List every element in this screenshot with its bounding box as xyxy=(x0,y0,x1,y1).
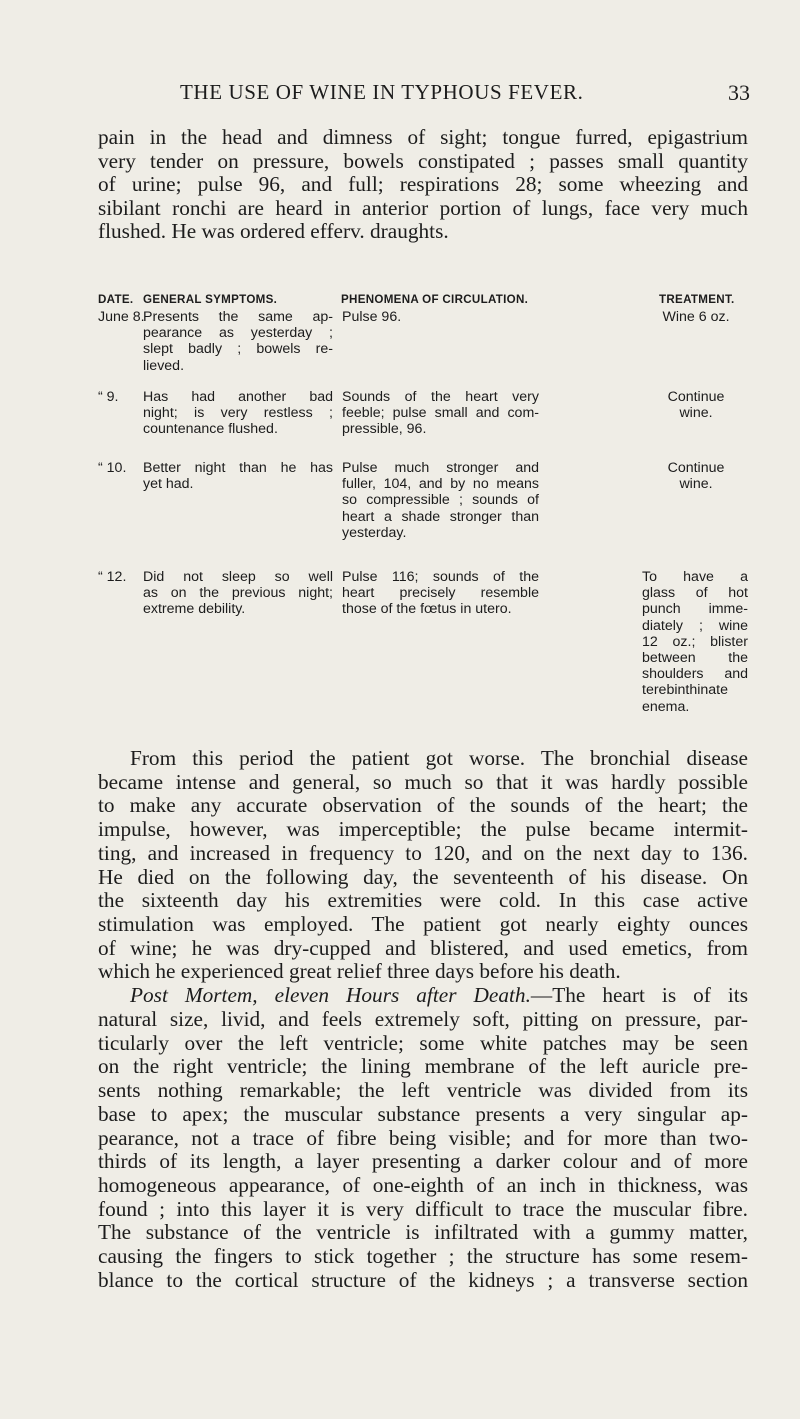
cell-line: heart precisely resemble xyxy=(342,585,539,602)
cell-line: between the xyxy=(642,650,748,667)
cell-line: Wine 6 oz. xyxy=(662,309,730,325)
text-line xyxy=(98,984,748,1008)
text-line: very tender on pressure, bowels constipated ; passes small quantity xyxy=(98,148,748,173)
body-text xyxy=(98,747,748,1293)
text-line: pain in the head and dimness of sight; tongue furred, epigastrium xyxy=(98,125,748,149)
cell-line: enema. xyxy=(642,698,690,715)
text-line: to make any accurate observation of the sounds of the heart; the xyxy=(98,793,748,818)
cell-line: diately ; wine xyxy=(642,617,748,634)
row-date: “ 12. xyxy=(98,569,127,585)
text-line: on the right ventricle; the lining membrane of the left auricle pre- xyxy=(98,1054,748,1079)
text-line: He died on the following day, the seventeenth of his disease. On xyxy=(98,864,748,889)
text-line: of urine; pulse 96, and full; respirations 28; some wheezing and xyxy=(98,172,748,197)
cell-line: To have a xyxy=(642,569,748,585)
cell-line: 12 oz.; blister xyxy=(642,633,748,650)
cell-line: Presents the same ap- xyxy=(143,309,333,325)
cell-line: Pulse 116; sounds of the xyxy=(342,569,539,585)
cell-line: pearance as yesterday ; xyxy=(143,325,333,342)
row-symptoms xyxy=(143,460,333,492)
row-treatment xyxy=(642,569,748,715)
cell-line: punch imme- xyxy=(642,601,748,618)
cell-line: so compressible ; sounds of xyxy=(342,492,539,509)
cell-line: lieved. xyxy=(143,357,185,374)
cell-line: wine. xyxy=(679,405,713,422)
text-line: stimulation was employed. The patient got nearly eighty ounces xyxy=(98,912,748,937)
text-line: which he experienced great relief three days before his death. xyxy=(98,959,621,984)
row-treatment xyxy=(644,460,748,492)
running-title: THE USE OF WINE IN TYPHOUS FEVER. xyxy=(180,80,584,104)
row-circulation xyxy=(342,309,401,325)
cell-line: terebinthinate xyxy=(642,682,728,699)
row-symptoms xyxy=(143,389,333,438)
cell-line: feeble; pulse small and com- xyxy=(342,405,539,422)
cell-line: Better night than he has xyxy=(143,460,333,476)
cell-line: wine. xyxy=(679,476,713,493)
text-line: homogeneous appearance, of one-eighth of an inch in thickness, was xyxy=(98,1172,748,1197)
column-header-date: DATE. xyxy=(98,293,134,306)
row-treatment xyxy=(644,309,748,325)
row-date: “ 9. xyxy=(98,389,119,405)
row-circulation xyxy=(342,389,539,438)
intro-paragraph xyxy=(98,126,748,244)
text-line: base to apex; the muscular substance presents a very singular ap- xyxy=(98,1101,748,1126)
column-header-symptoms: GENERAL SYMPTOMS. xyxy=(143,293,278,306)
text-line: sibilant ronchi are heard in anterior portion of lungs, face very much xyxy=(98,195,748,220)
cell-line: slept badly ; bowels re- xyxy=(143,341,333,358)
cell-line: extreme debility. xyxy=(143,601,246,618)
column-header-circulation: PHENOMENA OF CIRCULATION. xyxy=(341,293,529,306)
text-line: became intense and general, so much so that it was hardly possible xyxy=(98,769,748,794)
row-symptoms xyxy=(143,309,333,374)
row-circulation xyxy=(342,460,539,541)
text-line: pearance, not a trace of fibre being visible; and for more than two- xyxy=(98,1125,748,1150)
cell-line: heart a shade stronger than xyxy=(342,508,539,525)
text-line: The substance of the ventricle is infiltrated with a gummy matter, xyxy=(98,1220,748,1245)
cell-line: Pulse 96. xyxy=(342,309,402,325)
text-line: found ; into this layer it is very difficult to trace the muscular fibre. xyxy=(98,1196,748,1221)
cell-line: as on the previous night; xyxy=(143,585,333,602)
cell-line: countenance flushed. xyxy=(143,421,278,438)
row-circulation xyxy=(342,569,539,618)
cell-line: those of the fœtus in utero. xyxy=(342,601,512,618)
text-line: flushed. He was ordered efferv. draughts. xyxy=(98,219,449,244)
text-line: impulse, however, was imperceptible; the pulse became intermit- xyxy=(98,817,748,842)
text-line: From this period the patient got worse. The bronchial disease xyxy=(130,746,748,770)
cell-line: night; is very restless ; xyxy=(143,405,333,422)
cell-line: Sounds of the heart very xyxy=(342,389,539,405)
text-line: sents nothing remarkable; the left ventricle was divided from its xyxy=(98,1078,748,1103)
cell-line: Continue xyxy=(667,389,725,405)
cell-line: Pulse much stronger and xyxy=(342,460,539,476)
cell-line: yet had. xyxy=(143,476,194,493)
text-line: blance to the cortical structure of the kidneys ; a transverse section xyxy=(98,1267,748,1292)
text-line: causing the fingers to stick together ; the structure has some resem- xyxy=(98,1244,748,1269)
cell-line: glass of hot xyxy=(642,585,748,602)
text-line: the sixteenth day his extremities were cold. In this case active xyxy=(98,888,748,913)
cell-line: yesterday. xyxy=(342,524,407,541)
text-line: thirds of its length, a layer presenting a darker colour and of more xyxy=(98,1149,748,1174)
text-line: ting, and increased in frequency to 120, and on the next day to 136. xyxy=(98,840,748,865)
cell-line: Did not sleep so well xyxy=(143,569,333,585)
cell-line: shoulders and xyxy=(642,666,748,683)
row-symptoms xyxy=(143,569,333,618)
cell-line: fuller, 104, and by no means xyxy=(342,476,539,493)
text-line: of wine; he was dry-cupped and blistered, and used emetics, from xyxy=(98,935,748,960)
text-run: —The heart is of its xyxy=(530,983,748,1008)
page-number: 33 xyxy=(728,80,750,105)
section-heading-italic: Post Mortem, eleven Hours after Death. xyxy=(130,983,531,1008)
cell-line: Continue xyxy=(667,460,725,476)
column-header-treatment: TREATMENT. xyxy=(659,293,735,306)
page-header xyxy=(98,80,750,114)
cell-line: Has had another bad xyxy=(143,389,333,405)
text-line: natural size, livid, and feels extremely soft, pitting on pressure, par- xyxy=(98,1006,748,1031)
text-line: ticularly over the left ventricle; some white patches may be seen xyxy=(98,1030,748,1055)
row-treatment xyxy=(644,389,748,421)
row-date: “ 10. xyxy=(98,460,127,476)
cell-line: pressible, 96. xyxy=(342,421,427,438)
row-date: June 8. xyxy=(98,309,145,325)
